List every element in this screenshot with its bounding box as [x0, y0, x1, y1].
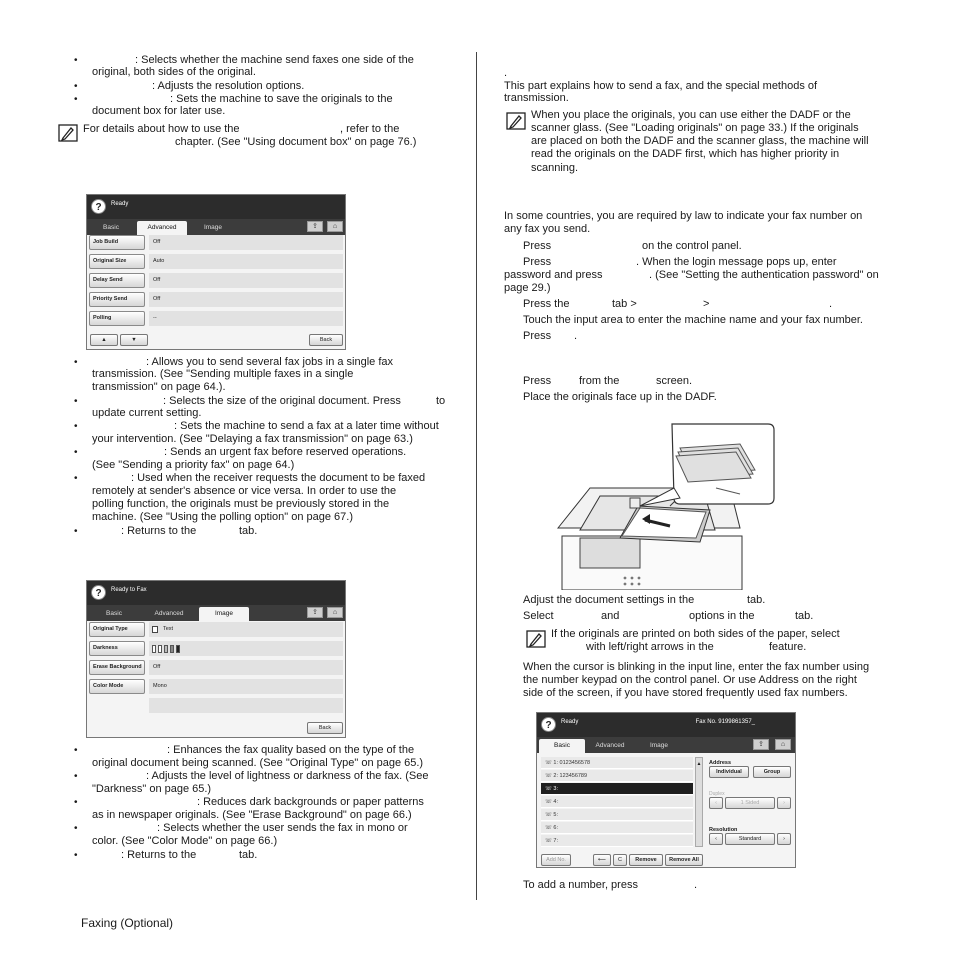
- bullet-text: : Adjusts the level of lightness or darkness of the fax. (See: [146, 770, 429, 782]
- screen-tabs: [87, 219, 345, 235]
- document-box-icon[interactable]: ⇪: [307, 221, 323, 232]
- polling-button[interactable]: Polling: [89, 311, 145, 326]
- darkness-level-indicator: [149, 641, 343, 656]
- bullet-text: original document being scanned. (See "Original Type" on page 65.): [92, 757, 424, 769]
- screen-tabs: [87, 605, 345, 621]
- bullet-text: : Selects the size of the original document. Press: [163, 395, 401, 407]
- bullet: •: [74, 421, 78, 432]
- step-text: password and press: [504, 269, 603, 281]
- original-size-button[interactable]: Original Size: [89, 254, 145, 269]
- step-text: tab.: [795, 610, 814, 622]
- fax-number-list-item[interactable]: [541, 822, 693, 834]
- dadf-loading-illustration: [540, 418, 780, 590]
- color-mode-button[interactable]: Color Mode: [89, 679, 145, 694]
- list-item-text: 7:: [553, 838, 558, 844]
- step-text: tab.: [747, 594, 766, 606]
- note-text: If the originals are printed on both sides of the paper, select: [551, 628, 840, 640]
- paragraph-text: This part explains how to send a fax, and the special methods of: [504, 80, 818, 92]
- resolution-value: Standard: [725, 833, 775, 845]
- list-item-text: 2: 123456789: [553, 773, 588, 779]
- fax-number-list-item[interactable]: [541, 809, 693, 821]
- bullet-text: transmission" on page 64.).: [92, 381, 226, 393]
- screen-status: Ready to Fax: [111, 587, 147, 593]
- tab-image[interactable]: Image: [649, 742, 669, 749]
- tab-basic[interactable]: Basic: [106, 610, 122, 617]
- text-mode-icon: [152, 626, 158, 633]
- bullet-text: update current setting.: [92, 407, 202, 419]
- phone-icon: ☏: [545, 799, 554, 805]
- scroll-down-button[interactable]: ▼: [120, 334, 148, 346]
- step-text: Press: [523, 256, 552, 268]
- bullet-text: : Reduces dark backgrounds or paper patterns: [197, 796, 424, 808]
- setting-row: [89, 659, 343, 676]
- bullet: •: [74, 473, 78, 484]
- step-text: >: [703, 298, 710, 310]
- bullet: •: [74, 94, 78, 105]
- help-icon[interactable]: ?: [541, 717, 556, 732]
- step-text: Press: [523, 375, 552, 387]
- setting-value: Mono: [149, 679, 343, 694]
- image-tab-screen: [86, 580, 346, 738]
- back-button[interactable]: Back: [307, 722, 343, 734]
- screen-tabs: [537, 737, 795, 753]
- bullet-text: : Selects whether the machine send faxes one side of the: [135, 54, 414, 66]
- paragraph-text: .: [694, 879, 698, 891]
- document-box-icon[interactable]: ⇪: [307, 607, 323, 618]
- setting-value: Off: [149, 273, 343, 288]
- bullet-text: : Adjusts the resolution options.: [152, 80, 305, 92]
- bullet: •: [74, 850, 78, 861]
- bullet: •: [74, 745, 78, 756]
- bullet-text: as in newspaper originals. (See "Erase Background" on page 66.): [92, 809, 412, 821]
- remove-button[interactable]: Remove: [629, 854, 663, 866]
- phone-icon: ☏: [545, 786, 554, 792]
- bullet: •: [74, 771, 78, 782]
- setting-row: [89, 621, 343, 638]
- step-text: Place the originals face up in the DADF.: [523, 391, 717, 403]
- address-label: Address: [709, 760, 732, 766]
- resolution-label: Resolution: [709, 827, 738, 833]
- screen-status-bar: [87, 195, 345, 219]
- setting-row: [89, 640, 343, 657]
- step-text: from the: [579, 375, 620, 387]
- screen-status: Ready: [561, 719, 579, 725]
- setting-value: Off: [149, 660, 343, 675]
- bullet: •: [74, 797, 78, 808]
- setting-value: Auto: [149, 254, 343, 269]
- step-text: . When the login message pops up, enter: [636, 256, 837, 268]
- bullet: •: [74, 396, 78, 407]
- paragraph-text: transmission.: [504, 92, 569, 104]
- note-text: read the originals on the DADF first, which has higher priority in: [531, 148, 840, 160]
- fax-number-list-item[interactable]: [541, 770, 693, 782]
- setting-row: [89, 291, 343, 308]
- step-text: Press the: [523, 298, 570, 310]
- duplex-label: Duplex: [709, 791, 725, 797]
- note-text: are placed on both the DADF and the scanner glass, the machine will: [531, 135, 869, 147]
- step-text: Adjust the document settings in the: [523, 594, 695, 606]
- setting-value: Off: [149, 292, 343, 307]
- setting-row: [89, 310, 343, 327]
- screen-status-bar: [87, 581, 345, 605]
- bullet-text: : Returns to the: [121, 849, 197, 861]
- tab-basic[interactable]: Basic: [103, 224, 119, 231]
- paragraph-text: side of the screen, if you have stored frequently used fax numbers.: [523, 687, 848, 699]
- note-text: with left/right arrows in the: [586, 641, 714, 653]
- step-text: .: [574, 330, 578, 342]
- setting-row: [89, 234, 343, 251]
- setting-row: [89, 253, 343, 270]
- note-icon: [58, 124, 78, 142]
- home-icon[interactable]: ⌂: [775, 739, 791, 750]
- back-button[interactable]: Back: [309, 334, 343, 346]
- step-text: on the control panel.: [642, 240, 742, 252]
- bullet-text: : Returns to the: [121, 525, 197, 537]
- paragraph-text: When the cursor is blinking in the input line, enter the fax number using: [523, 661, 870, 673]
- delay-send-button[interactable]: Delay Send: [89, 273, 145, 288]
- tab-advanced[interactable]: Advanced: [137, 221, 187, 235]
- setting-row: [89, 697, 343, 714]
- tab-image[interactable]: Image: [199, 607, 249, 621]
- resolution-next-button[interactable]: ›: [777, 833, 791, 845]
- note-text: feature.: [769, 641, 807, 653]
- bullet-text: machine. (See "Using the polling option" on page 67.): [92, 511, 353, 523]
- step-text: options in the: [689, 610, 755, 622]
- duplex-prev-button[interactable]: ‹: [709, 797, 723, 809]
- darkness-button[interactable]: Darkness: [89, 641, 145, 656]
- note-text: chapter. (See "Using document box" on page 76.): [175, 136, 417, 148]
- add-number-button[interactable]: Add No.: [541, 854, 571, 866]
- fax-number-list-item[interactable]: [541, 783, 693, 795]
- scroll-up-button[interactable]: ▲: [90, 334, 118, 346]
- step-text: page 29.): [504, 282, 551, 294]
- list-item-text: 1: 0123456578: [553, 760, 591, 766]
- step-text: Press: [523, 330, 552, 342]
- bullet-text: : Enhances the fax quality based on the type of the: [167, 744, 415, 756]
- fax-number-list-item[interactable]: [541, 757, 693, 769]
- bullet-text: : Allows you to send several fax jobs in a single fax: [146, 356, 394, 368]
- tab-advanced[interactable]: Advanced: [595, 742, 625, 749]
- bullet-text: original, both sides of the original.: [92, 66, 256, 78]
- paragraph-text: In some countries, you are required by law to indicate your fax number on: [504, 210, 863, 222]
- column-divider: [476, 52, 477, 900]
- phone-icon: ☏: [545, 760, 554, 766]
- note-text: When you place the originals, you can use either the DADF or the: [531, 109, 851, 121]
- bullet-text: your intervention. (See "Delaying a fax transmission" on page 63.): [92, 433, 413, 445]
- original-type-button[interactable]: Original Type: [89, 622, 145, 637]
- note-icon: [506, 112, 526, 130]
- home-icon[interactable]: ⌂: [327, 221, 343, 232]
- paragraph-text: To add a number, press: [523, 879, 638, 891]
- screen-status: Ready: [111, 201, 129, 207]
- bullet-text: : Sets the machine to send a fax at a later time without: [174, 420, 439, 432]
- fax-number-input[interactable]: Fax No. 9199861357_: [695, 719, 755, 725]
- list-item-text: 4:: [553, 799, 558, 805]
- bullet-text: : Sets the machine to save the originals to the: [170, 93, 393, 105]
- resolution-prev-button[interactable]: ‹: [709, 833, 723, 845]
- step-text: Press: [523, 240, 552, 252]
- note-icon: [526, 630, 546, 648]
- basic-tab-screen: [536, 712, 796, 868]
- bullet-text: : Used when the receiver requests the document to be faxed: [131, 472, 426, 484]
- erase-background-button[interactable]: Erase Background: [89, 660, 145, 675]
- tab-image[interactable]: Image: [203, 224, 223, 231]
- bullet-text: color. (See "Color Mode" on page 66.): [92, 835, 278, 847]
- phone-icon: ☏: [545, 838, 554, 844]
- home-icon[interactable]: ⌂: [327, 607, 343, 618]
- tab-basic[interactable]: Basic: [539, 739, 585, 753]
- list-scrollbar[interactable]: ▲: [695, 757, 703, 847]
- empty-row: [149, 698, 343, 713]
- bullet: •: [74, 357, 78, 368]
- setting-row: [89, 678, 343, 695]
- advanced-tab-screen: [86, 194, 346, 350]
- bullet-text: tab.: [239, 849, 258, 861]
- help-icon[interactable]: ?: [91, 585, 106, 600]
- clear-button[interactable]: C: [613, 854, 627, 866]
- bullet-text: document box for later use.: [92, 105, 226, 117]
- phone-icon: ☏: [545, 812, 554, 818]
- bullet-text: transmission. (See "Sending multiple faxes in a single: [92, 368, 354, 380]
- bullet-text: : Selects whether the user sends the fax in mono or: [157, 822, 408, 834]
- step-text: Select: [523, 610, 554, 622]
- list-item-text: 5:: [553, 812, 558, 818]
- step-text: screen.: [656, 375, 693, 387]
- bullet: •: [74, 55, 78, 66]
- note-text: scanner glass. (See "Loading originals" on page 33.) If the originals: [531, 122, 859, 134]
- setting-value: --: [149, 311, 343, 326]
- note-text: scanning.: [531, 162, 579, 174]
- bullet: •: [74, 823, 78, 834]
- bullet-text: "Darkness" on page 65.): [92, 783, 212, 795]
- section-marker: .: [504, 67, 508, 79]
- bullet: •: [74, 526, 78, 537]
- duplex-value: 1 Sided: [725, 797, 775, 809]
- phone-icon: ☏: [545, 825, 554, 831]
- bullet-text: to: [436, 395, 446, 407]
- step-text: and: [601, 610, 620, 622]
- screen-status-bar: [537, 713, 795, 737]
- bullet-text: polling function, the originals must be previously stored in the: [92, 498, 390, 510]
- backspace-icon[interactable]: ⟵: [593, 854, 611, 866]
- bullet-text: remotely at sender's absence or vice versa. In order to use the: [92, 485, 397, 497]
- bullet: •: [74, 447, 78, 458]
- fax-number-list-item[interactable]: [541, 835, 693, 847]
- step-text: Touch the input area to enter the machine name and your fax number.: [523, 314, 863, 326]
- help-icon[interactable]: ?: [91, 199, 106, 214]
- step-text: tab >: [612, 298, 637, 310]
- individual-button[interactable]: Individual: [709, 766, 749, 778]
- step-text: .: [829, 298, 833, 310]
- paragraph-text: any fax you send.: [504, 223, 591, 235]
- setting-value: [149, 622, 343, 637]
- setting-row: [89, 272, 343, 289]
- paragraph-text: the number keypad on the control panel. Or use Address on the right: [523, 674, 857, 686]
- note-text: , refer to the: [340, 123, 400, 135]
- bullet-text: tab.: [239, 525, 258, 537]
- tab-advanced[interactable]: Advanced: [154, 610, 184, 617]
- bullet: •: [74, 81, 78, 92]
- group-button[interactable]: Group: [753, 766, 791, 778]
- original-type-value: Text: [163, 626, 174, 632]
- note-text: For details about how to use the: [83, 123, 240, 135]
- priority-send-button[interactable]: Priority Send: [89, 292, 145, 307]
- remove-all-button[interactable]: Remove All: [665, 854, 703, 866]
- step-text: . (See "Setting the authentication password" on: [649, 269, 879, 281]
- bullet-text: (See "Sending a priority fax" on page 64.): [92, 459, 295, 471]
- document-box-icon[interactable]: ⇪: [753, 739, 769, 750]
- fax-number-list-item[interactable]: [541, 796, 693, 808]
- list-item-text: 3:: [553, 786, 558, 792]
- bullet-text: : Sends an urgent fax before reserved operations.: [164, 446, 407, 458]
- setting-value: Off: [149, 235, 343, 250]
- list-item-text: 6:: [553, 825, 558, 831]
- job-build-button[interactable]: Job Build: [89, 235, 145, 250]
- phone-icon: ☏: [545, 773, 554, 779]
- duplex-next-button[interactable]: ›: [777, 797, 791, 809]
- page-footer-caption: Faxing (Optional): [81, 916, 174, 930]
